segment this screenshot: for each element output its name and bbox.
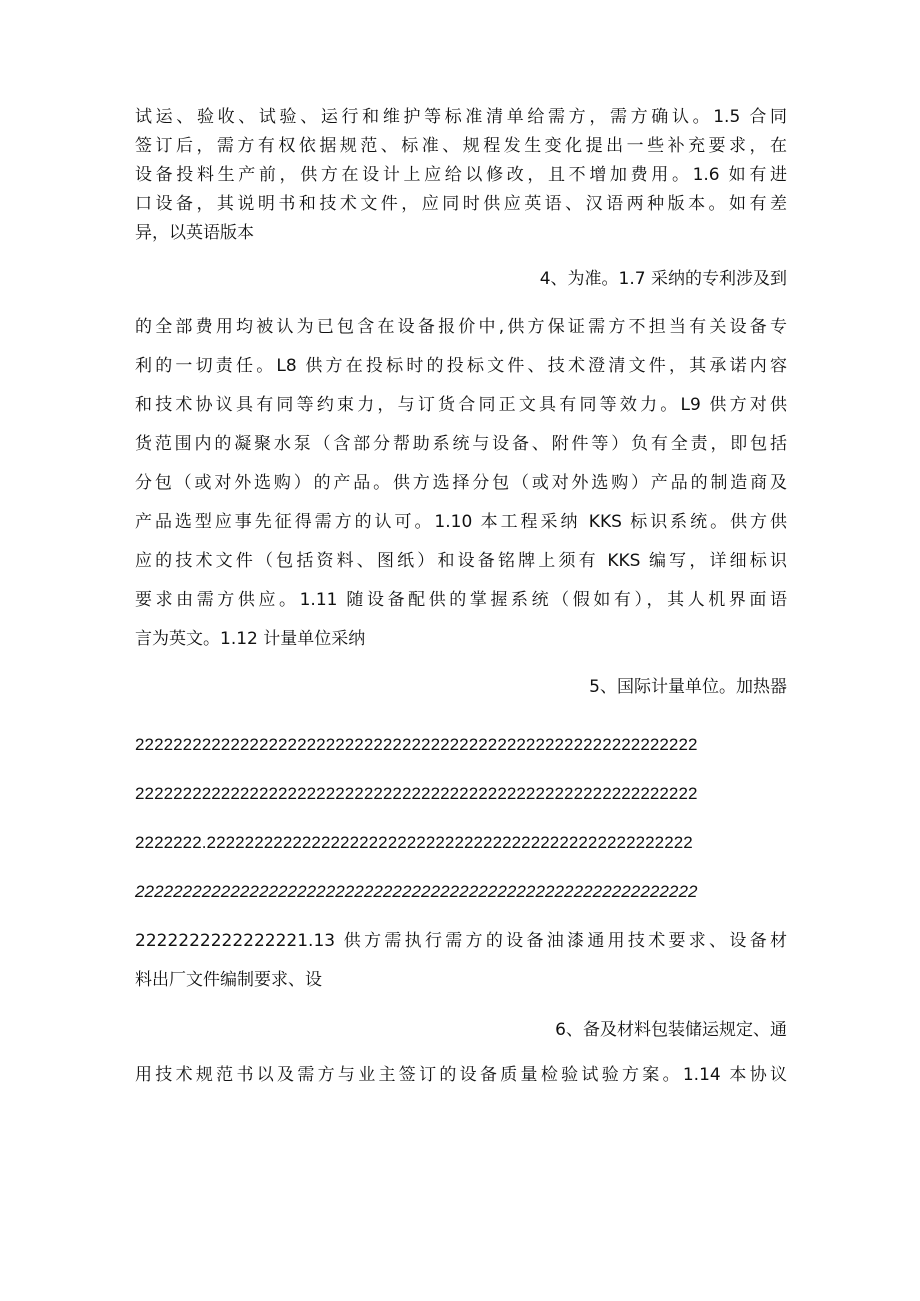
paragraph-line: 口设备，其说明书和技术文件，应同时供应英语、汉语两种版本。如有差 — [135, 194, 787, 214]
paragraph-line: 22222222222222222222222222222222222222222222222222222222222 — [135, 735, 698, 754]
section-heading-4: 4、为准。1.7 采纳的专利涉及到 — [539, 269, 787, 289]
paragraph-line: 言为英文。1.12 计量单位采纳 — [135, 629, 366, 649]
paragraph-line: 试运、验收、试验、运行和维护等标准清单给需方，需方确认。1.5 合同 — [135, 107, 787, 127]
paragraph-line: 货范围内的凝聚水泵（含部分帮助系统与设备、附件等）负有全责，即包括 — [135, 434, 787, 454]
paragraph-line: 利的一切责任。L8 供方在投标时的投标文件、技术澄清文件，其承诺内容 — [135, 356, 787, 376]
paragraph-line: 2222222.222222222222222222222222222222222222222222222222222 — [135, 833, 693, 852]
paragraph-line: 异，以英语版本 — [135, 223, 254, 243]
section-heading-6: 6、备及材料包装储运规定、通 — [555, 1020, 787, 1040]
paragraph-line: 产品选型应事先征得需方的认可。1.10 本工程采纳 KKS 标识系统。供方供 — [135, 512, 787, 532]
paragraph-line: 设备投料生产前，供方在设计上应给以修改，且不增加费用。1.6 如有进 — [135, 165, 787, 185]
paragraph-line: 2222222222222221.13 供方需执行需方的设备油漆通用技术要求、设备材 — [135, 931, 787, 951]
paragraph-line: 22222222222222222222222222222222222222222222222222222222222 — [135, 784, 698, 803]
paragraph-line: 签订后，需方有权依据规范、标准、规程发生变化提出一些补充要求，在 — [135, 136, 787, 156]
paragraph-line: 22222222222222222222222222222222222222222222222222222222222 — [135, 882, 698, 901]
paragraph-line: 要求由需方供应。1.11 随设备配供的掌握系统（假如有），其人机界面语 — [135, 590, 787, 610]
paragraph-line: 应的技术文件（包括资料、图纸）和设备铭牌上须有 KKS 编写，详细标识 — [135, 551, 787, 571]
section-heading-5: 5、国际计量单位。加热器 — [589, 677, 787, 697]
paragraph-line: 料出厂文件编制要求、设 — [135, 970, 322, 990]
paragraph-line: 分包（或对外选购）的产品。供方选择分包（或对外选购）产品的制造商及 — [135, 473, 787, 493]
paragraph-line: 用技术规范书以及需方与业主签订的设备质量检验试验方案。1.14 本协议 — [135, 1065, 787, 1085]
paragraph-line: 的全部费用均被认为已包含在设备报价中,供方保证需方不担当有关设备专 — [135, 317, 787, 337]
paragraph-line: 和技术协议具有同等约束力，与订货合同正文具有同等效力。L9 供方对供 — [135, 395, 787, 415]
